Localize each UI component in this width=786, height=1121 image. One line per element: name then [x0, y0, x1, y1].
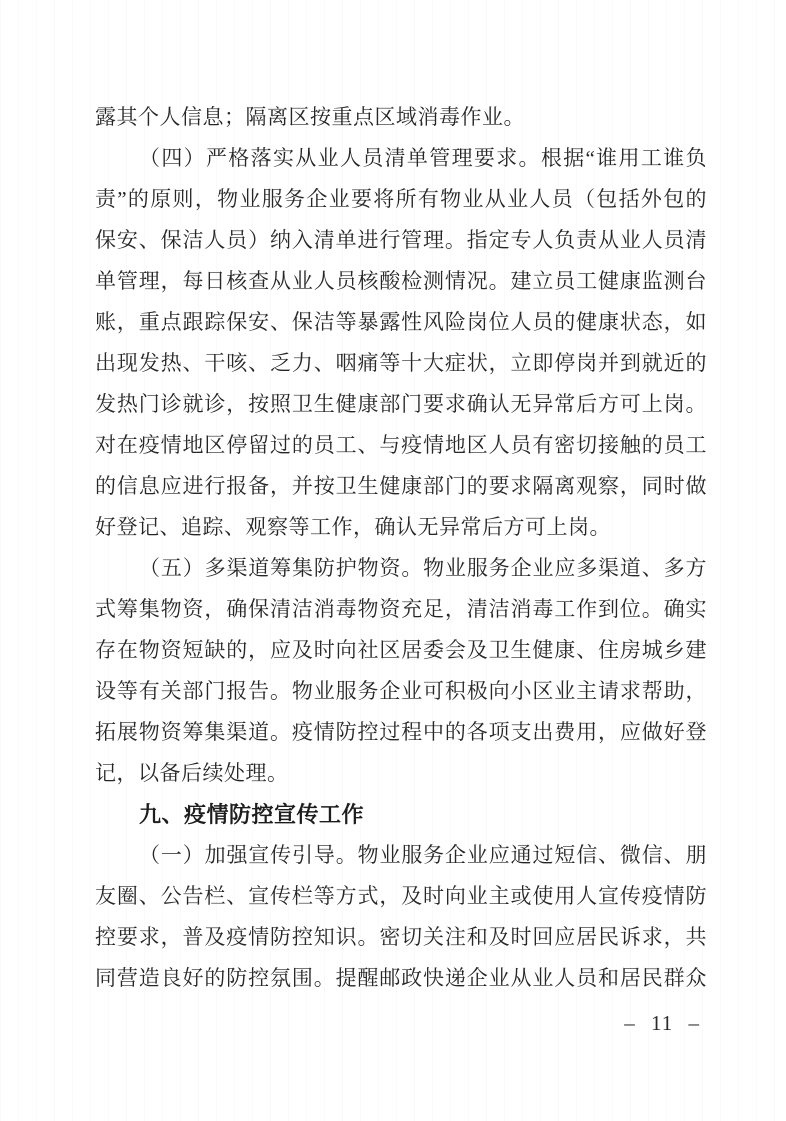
text-line: 责”的原则，物业服务企业要将所有物业从业人员（包括外包的 [95, 187, 707, 211]
text-line: 露其个人信息；隔离区按重点区域消毒作业。 [95, 105, 525, 129]
text-line: 账，重点跟踪保安、保洁等暴露性风险岗位人员的健康状态，如 [95, 310, 707, 334]
text-line: 拓展物资筹集渠道。疫情防控过程中的各项支出费用，应做好登 [95, 720, 707, 744]
text-line: 好登记、追踪、观察等工作，确认无异常后方可上岗。 [95, 515, 611, 539]
text-line: （四）严格落实从业人员清单管理要求。根据“谁用工谁负 [139, 146, 707, 170]
heading-line: 九、疫情防控宣传工作 [139, 802, 365, 827]
text-line: 存在物资短缺的，应及时向社区居委会及卫生健康、住房城乡建 [95, 638, 707, 662]
text-line: 单管理，每日核查从业人员核酸检测情况。建立员工健康监测台 [95, 269, 707, 293]
text-line: 设等有关部门报告。物业服务企业可积极向小区业主请求帮助， [95, 679, 707, 703]
paragraph [95, 835, 707, 999]
text-line: 出现发热、干咳、乏力、咽痛等十大症状，立即停岗并到就近的 [95, 351, 707, 375]
text-line: 同营造良好的防控氛围。提醒邮政快递企业从业人员和居民群众 [95, 966, 707, 990]
text-line: 式筹集物资，确保清洁消毒物资充足，清洁消毒工作到位。确实 [95, 597, 707, 621]
text-line: （一）加强宣传引导。物业服务企业应通过短信、微信、朋 [139, 843, 707, 867]
text-area [95, 97, 707, 999]
text-line: 记，以备后续处理。 [95, 761, 289, 785]
section-heading [95, 794, 707, 835]
paragraph [95, 548, 707, 794]
page-number: – 11 – [624, 1011, 700, 1035]
text-line: 保安、保洁人员）纳入清单进行管理。指定专人负责从业人员清 [95, 228, 707, 252]
text-line: （五）多渠道筹集防护物资。物业服务企业应多渠道、多方 [139, 556, 707, 580]
text-line: 控要求，普及疫情防控知识。密切关注和及时回应居民诉求，共 [95, 925, 707, 949]
text-line: 的信息应进行报备，并按卫生健康部门的要求隔离观察，同时做 [95, 474, 707, 498]
paragraph [95, 138, 707, 548]
text-line: 友圈、公告栏、宣传栏等方式，及时向业主或使用人宣传疫情防 [95, 884, 707, 908]
text-line: 对在疫情地区停留过的员工、与疫情地区人员有密切接触的员工 [95, 433, 707, 457]
paragraph [95, 97, 707, 138]
text-line: 发热门诊就诊，按照卫生健康部门要求确认无异常后方可上岗。 [95, 392, 707, 416]
